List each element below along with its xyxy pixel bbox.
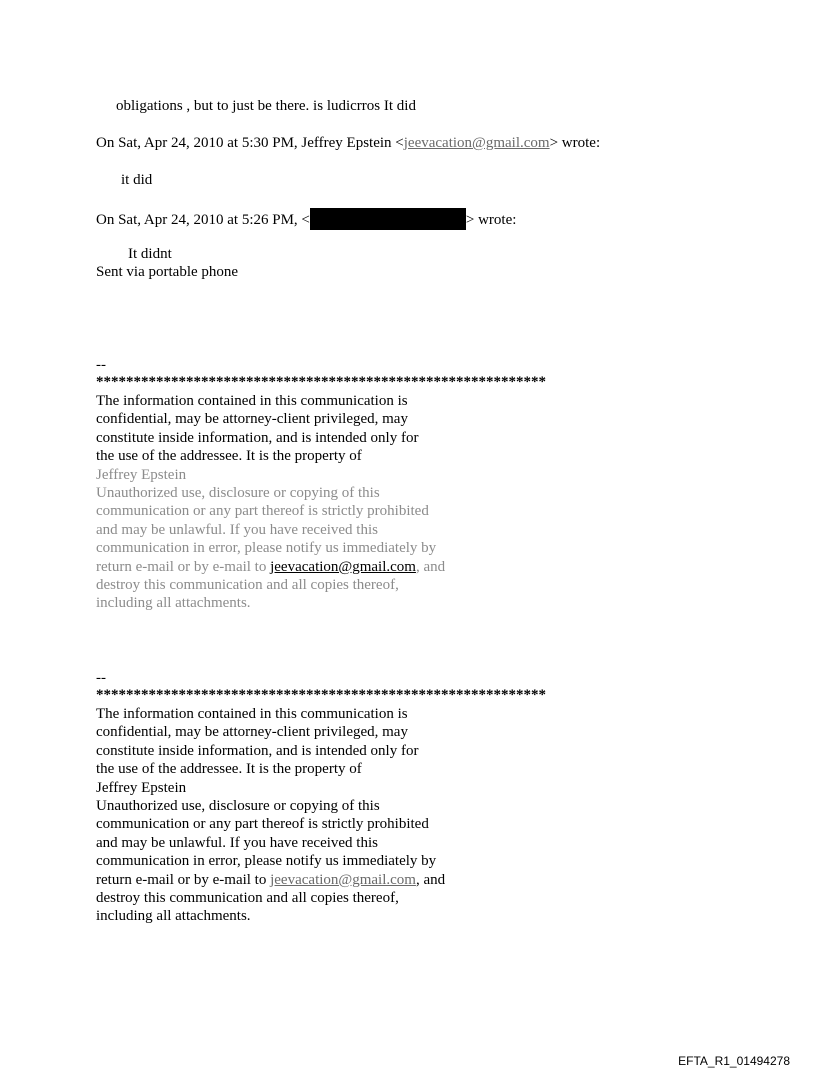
quoted-text-line: obligations , but to just be there. is ludicrros It did	[116, 98, 416, 114]
disclaimer-2-line: destroy this communication and all copies thereof,	[96, 890, 399, 907]
reply-text-1: it did	[121, 172, 153, 188]
sender-email-link[interactable]: jeevacation@gmail.com	[403, 135, 550, 151]
disclaimer-2-body	[96, 705, 445, 926]
reply-header-1	[96, 134, 600, 152]
disclaimer-1-line: destroy this communication and all copies thereof,	[96, 577, 399, 594]
disclaimer-2-line: confidential, may be attorney-client privileged, may	[96, 724, 408, 741]
disclaimer-2-line: the use of the addressee. It is the property of	[96, 761, 362, 778]
disclaimer-1-stars: ************************************************************	[96, 374, 546, 390]
reply-header-1-prefix: On Sat, Apr 24, 2010 at 5:30 PM, Jeffrey Epstein <	[96, 135, 404, 151]
disclaimer-2-line: constitute inside information, and is intended only for	[96, 742, 419, 759]
reply-header-2-prefix: On Sat, Apr 24, 2010 at 5:26 PM, <	[96, 212, 310, 228]
disclaimer-2-line: including all attachments.	[96, 908, 251, 925]
disclaimer-1-line: communication or any part thereof is strictly prohibited	[96, 503, 429, 520]
disclaimer-2-stars: ************************************************************	[96, 687, 546, 703]
signature-line: Sent via portable phone	[96, 264, 239, 280]
disclaimer-1-line: including all attachments.	[96, 595, 251, 612]
disclaimer-2-line: The information contained in this communication is	[96, 706, 408, 722]
disclaimer-1-dashes: --	[96, 357, 106, 373]
disclaimer-1-email-prefix: return e-mail or by e-mail to	[96, 558, 271, 575]
disclaimer-2-line: communication or any part thereof is strictly prohibited	[96, 816, 429, 833]
disclaimer-1-email-line	[96, 558, 445, 576]
reply-header-2	[96, 208, 516, 230]
disclaimer-2-email-prefix: return e-mail or by e-mail to	[96, 871, 271, 888]
disclaimer-2-line: and may be unlawful. If you have received this	[96, 834, 378, 851]
disclaimer-2-email-link[interactable]: jeevacation@gmail.com	[270, 871, 416, 888]
disclaimer-2-dashes: --	[96, 670, 106, 686]
disclaimer-1-line: confidential, may be attorney-client privileged, may	[96, 411, 408, 428]
disclaimer-1-email-suffix: , and	[415, 558, 446, 575]
reply-header-1-suffix: > wrote:	[549, 135, 601, 151]
disclaimer-1-body	[96, 392, 445, 613]
disclaimer-2-email-line	[96, 871, 445, 889]
reply-text-2: It didnt	[128, 246, 172, 262]
redaction-block	[310, 208, 466, 230]
disclaimer-1-line: The information contained in this communication is	[96, 393, 408, 409]
disclaimer-1-email-link[interactable]: jeevacation@gmail.com	[270, 558, 416, 575]
disclaimer-1-line: Unauthorized use, disclosure or copying of this	[96, 485, 380, 502]
disclaimer-1-line: and may be unlawful. If you have received this	[96, 521, 378, 538]
disclaimer-1-line: Jeffrey Epstein	[96, 466, 187, 483]
disclaimer-2-line: Jeffrey Epstein	[96, 779, 187, 796]
reply-header-2-suffix: > wrote:	[465, 212, 517, 228]
disclaimer-1-line: constitute inside information, and is intended only for	[96, 429, 419, 446]
disclaimer-1-line: the use of the addressee. It is the property of	[96, 448, 362, 465]
document-id: EFTA_R1_01494278	[678, 1054, 790, 1068]
disclaimer-2-email-suffix: , and	[415, 871, 446, 888]
disclaimer-2-line: Unauthorized use, disclosure or copying of this	[96, 798, 380, 815]
disclaimer-1-line: communication in error, please notify us immediately by	[96, 540, 437, 557]
disclaimer-2-line: communication in error, please notify us immediately by	[96, 853, 437, 870]
